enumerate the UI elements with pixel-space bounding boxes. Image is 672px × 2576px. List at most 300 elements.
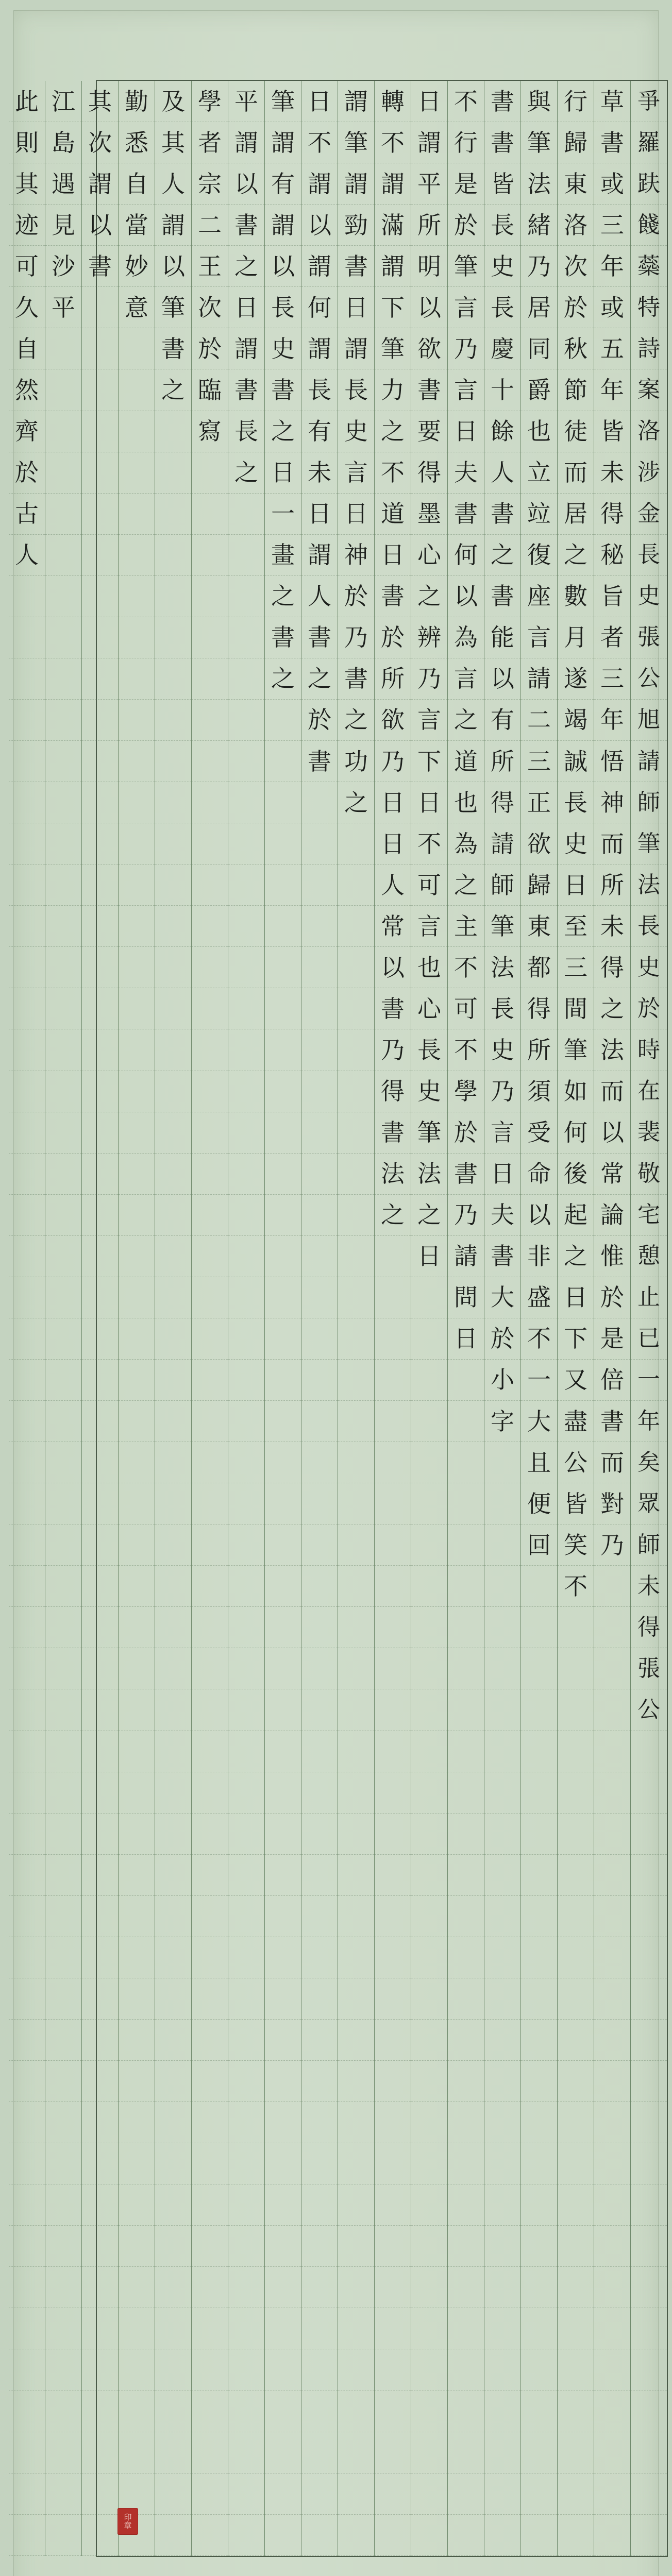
character-cell [338,1442,374,1483]
character-cell [375,1483,411,1524]
character-cell [484,2349,520,2391]
character-cell [521,1607,557,1648]
character-cell [375,2143,411,2184]
character-cell: 乃 [594,1524,630,1566]
character-cell [82,1360,118,1401]
character-cell: 學 [192,81,228,122]
character-cell [155,782,191,823]
character-cell [82,2308,118,2349]
character-cell [9,617,45,658]
character-cell: 年 [631,1401,667,1442]
character-cell: 法 [375,1154,411,1195]
character-cell: 時 [631,1029,667,1071]
character-cell [301,2226,338,2267]
character-cell [82,2432,118,2473]
character-cell: 之 [265,411,301,452]
character-cell [9,1731,45,1772]
character-cell [301,1442,338,1483]
character-cell: 法 [594,1029,630,1071]
character-cell [301,2308,338,2349]
character-cell [411,1442,447,1483]
character-cell [119,452,155,494]
character-cell [375,1937,411,1978]
character-cell [9,2267,45,2308]
text-column [155,81,191,2556]
character-cell: 羅 [631,122,667,163]
character-cell [375,2515,411,2556]
character-cell: 當 [119,205,155,246]
character-cell [192,947,228,988]
character-cell: 筆 [521,122,557,163]
character-cell [594,1896,630,1937]
character-cell [448,1937,484,1978]
character-cell [301,1195,338,1236]
character-cell [155,617,191,658]
character-cell: 得 [594,494,630,535]
character-cell [155,1937,191,1978]
character-cell [558,2061,594,2102]
character-cell: 矣 [631,1442,667,1483]
character-cell [558,2391,594,2432]
text-column [301,81,338,2556]
character-cell [411,2061,447,2102]
character-cell [631,1814,667,1855]
character-cell [45,2432,81,2473]
character-cell: 道 [448,741,484,782]
character-cell [521,2432,557,2473]
character-cell: 為 [448,617,484,658]
character-cell [119,906,155,947]
character-cell [82,1483,118,1524]
character-cell [45,2308,81,2349]
character-cell [82,617,118,658]
character-cell [119,741,155,782]
character-cell [155,823,191,865]
character-cell [594,2308,630,2349]
character-cell: 要 [411,411,447,452]
character-cell [45,2184,81,2226]
character-cell [82,947,118,988]
character-cell: 於 [558,287,594,328]
character-cell [338,823,374,865]
character-cell [45,1566,81,1607]
character-cell: 次 [558,246,594,287]
character-cell [448,1689,484,1731]
character-cell [338,988,374,1029]
character-cell [155,1112,191,1154]
character-cell: 旭 [631,700,667,741]
character-cell [82,1318,118,1360]
character-cell: 東 [521,906,557,947]
character-cell [265,1937,301,1978]
character-cell [82,741,118,782]
character-cell [338,1689,374,1731]
character-cell [192,2143,228,2184]
character-cell [265,2391,301,2432]
character-cell [9,823,45,865]
character-cell [45,2102,81,2143]
character-cell [521,1814,557,1855]
character-cell: 島 [45,122,81,163]
character-cell [521,2308,557,2349]
character-cell: 不 [411,823,447,865]
character-cell: 而 [594,1442,630,1483]
character-cell [301,1318,338,1360]
character-cell: 謂 [375,246,411,287]
character-cell [45,576,81,617]
character-cell: 所 [594,865,630,906]
character-cell [228,1029,264,1071]
character-cell [448,1442,484,1483]
character-cell [301,1154,338,1195]
character-cell [192,1360,228,1401]
character-cell [484,1896,520,1937]
character-cell: 墨 [411,494,447,535]
character-cell [228,823,264,865]
character-cell: 書 [484,576,520,617]
character-cell [228,2308,264,2349]
character-cell [631,1978,667,2020]
character-cell [411,2226,447,2267]
character-cell [265,1401,301,1442]
character-cell: 史 [631,576,667,617]
character-cell [119,2308,155,2349]
character-cell: 主 [448,906,484,947]
character-cell [192,1071,228,1112]
character-cell [265,2473,301,2515]
character-cell: 書 [411,369,447,411]
character-cell [558,2349,594,2391]
character-cell [594,1855,630,1896]
character-cell [411,1731,447,1772]
character-cell: 乃 [338,617,374,658]
character-cell: 論 [594,1195,630,1236]
character-cell [228,1566,264,1607]
character-cell [484,1648,520,1689]
character-cell [45,2515,81,2556]
character-cell [119,576,155,617]
character-cell [155,1524,191,1566]
character-cell: 可 [448,988,484,1029]
character-cell [228,2432,264,2473]
character-cell: 書 [82,246,118,287]
character-cell [631,1937,667,1978]
character-cell [411,2308,447,2349]
character-cell: 書 [338,658,374,700]
character-cell [82,535,118,576]
character-cell [82,1442,118,1483]
character-cell [228,2143,264,2184]
character-cell: 之 [558,1236,594,1277]
character-cell: 大 [521,1401,557,1442]
character-cell [9,1648,45,1689]
character-cell: 涉 [631,452,667,494]
character-cell: 能 [484,617,520,658]
character-cell [155,865,191,906]
character-cell: 功 [338,741,374,782]
character-cell: 旨 [594,576,630,617]
character-cell: 遂 [558,658,594,700]
character-cell [338,2391,374,2432]
character-cell: 書 [448,1154,484,1195]
character-cell [265,1483,301,1524]
character-cell [301,988,338,1029]
character-cell [484,1566,520,1607]
character-cell [521,1772,557,1814]
character-cell: 自 [119,163,155,205]
character-cell [265,1855,301,1896]
character-cell [631,2020,667,2061]
character-cell: 之 [338,700,374,741]
character-cell: 之 [411,576,447,617]
character-cell [338,906,374,947]
character-cell [338,2020,374,2061]
character-cell [119,782,155,823]
character-cell [9,1566,45,1607]
character-cell: 趺 [631,163,667,205]
character-cell [119,617,155,658]
character-cell [228,906,264,947]
character-cell [119,658,155,700]
character-cell: 史 [484,1029,520,1071]
character-cell: 何 [558,1112,594,1154]
character-cell: 以 [228,163,264,205]
character-cell: 三 [521,741,557,782]
character-cell [375,1524,411,1566]
text-column [630,81,667,2556]
character-cell: 宗 [192,163,228,205]
character-cell: 言 [411,700,447,741]
character-cell [192,1855,228,1896]
character-cell: 節 [558,369,594,411]
character-cell [338,2432,374,2473]
character-cell: 書 [228,369,264,411]
text-column [374,81,411,2556]
character-cell [265,1896,301,1937]
character-cell [155,1071,191,1112]
character-cell: 爭 [631,81,667,122]
character-cell [411,2391,447,2432]
character-cell [9,906,45,947]
character-cell: 齊 [9,411,45,452]
character-cell: 可 [9,246,45,287]
character-cell [338,1978,374,2020]
character-cell: 欲 [521,823,557,865]
character-cell [521,1566,557,1607]
character-cell [9,1277,45,1318]
character-cell [82,2515,118,2556]
character-cell [521,1937,557,1978]
character-cell [484,1937,520,1978]
character-cell [301,2020,338,2061]
character-cell [558,2432,594,2473]
character-cell [82,2102,118,2143]
text-column [45,81,81,2556]
character-cell: 史 [558,823,594,865]
character-cell [558,2515,594,2556]
character-cell: 得 [375,1071,411,1112]
character-cell [228,576,264,617]
character-cell [594,2226,630,2267]
character-cell [82,782,118,823]
character-cell [301,1896,338,1937]
character-cell [228,494,264,535]
character-cell [375,2020,411,2061]
character-cell [9,1195,45,1236]
character-cell [411,1566,447,1607]
character-cell [411,1772,447,1814]
character-cell: 史 [265,328,301,369]
character-cell [631,1896,667,1937]
character-cell [338,1855,374,1896]
character-cell [192,700,228,741]
character-cell [484,1483,520,1524]
character-cell [265,2515,301,2556]
character-cell: 年 [594,369,630,411]
character-cell [45,369,81,411]
character-cell [192,2432,228,2473]
character-cell [375,2308,411,2349]
text-column [264,81,301,2556]
character-cell [594,2473,630,2515]
character-cell: 筆 [631,823,667,865]
character-cell [82,328,118,369]
character-cell [228,2226,264,2267]
character-cell: 久 [9,287,45,328]
character-cell [521,2391,557,2432]
character-cell [265,1236,301,1277]
character-cell [82,1772,118,1814]
character-cell [192,1689,228,1731]
character-cell [375,2184,411,2226]
text-column [411,81,447,2556]
character-cell [119,1071,155,1112]
character-cell: 慶 [484,328,520,369]
character-cell [301,906,338,947]
character-cell [448,2184,484,2226]
character-cell [45,1483,81,1524]
character-cell: 乃 [411,658,447,700]
character-cell [155,1731,191,1772]
character-cell [411,1855,447,1896]
character-cell [9,576,45,617]
character-cell: 於 [448,205,484,246]
character-cell [484,2020,520,2061]
character-cell: 裴 [631,1112,667,1154]
character-cell [558,1978,594,2020]
character-cell: 謂 [265,122,301,163]
character-cell [338,1236,374,1277]
character-cell [228,1360,264,1401]
character-cell: 日 [484,1154,520,1195]
character-cell [411,1360,447,1401]
character-cell [631,2473,667,2515]
character-cell: 日 [411,1236,447,1277]
character-cell: 其 [82,81,118,122]
character-cell [192,782,228,823]
character-cell: 乃 [375,741,411,782]
character-cell [265,1814,301,1855]
character-cell: 之 [338,782,374,823]
character-cell: 至 [558,906,594,947]
character-cell: 於 [375,617,411,658]
character-cell [9,2515,45,2556]
character-cell [155,535,191,576]
character-cell [411,2020,447,2061]
character-cell [375,1689,411,1731]
character-cell [155,1442,191,1483]
character-cell [45,1071,81,1112]
character-cell: 竝 [521,494,557,535]
character-cell: 平 [45,287,81,328]
character-cell [228,1689,264,1731]
character-cell: 公 [631,658,667,700]
character-cell [594,1772,630,1814]
character-cell [301,2391,338,2432]
character-cell [119,1978,155,2020]
character-cell [521,1731,557,1772]
character-cell [192,1978,228,2020]
character-cell [265,1607,301,1648]
character-cell: 於 [594,1277,630,1318]
character-cell [45,1731,81,1772]
character-cell [119,1689,155,1731]
character-cell: 小 [484,1360,520,1401]
character-cell [338,2473,374,2515]
character-cell: 以 [155,246,191,287]
character-cell [594,1937,630,1978]
character-cell [119,1607,155,1648]
character-cell [228,1442,264,1483]
character-cell [119,1154,155,1195]
character-cell: 日 [448,411,484,452]
character-cell [155,1401,191,1442]
character-cell [411,1978,447,2020]
character-cell [448,2143,484,2184]
character-cell [9,1483,45,1524]
character-cell [45,2349,81,2391]
character-cell: 謂 [411,122,447,163]
character-cell: 筆 [484,906,520,947]
character-cell: 言 [411,906,447,947]
character-cell: 筆 [155,287,191,328]
character-cell [594,2102,630,2143]
character-cell [558,1855,594,1896]
character-cell [45,947,81,988]
character-cell: 所 [411,205,447,246]
character-cell: 且 [521,1442,557,1483]
character-cell [119,535,155,576]
character-cell: 日 [375,535,411,576]
character-cell [45,1401,81,1442]
character-cell [338,1112,374,1154]
character-cell: 為 [448,823,484,865]
character-cell: 言 [448,369,484,411]
character-cell [82,988,118,1029]
character-cell: 得 [521,988,557,1029]
character-cell [521,1648,557,1689]
character-cell [192,2308,228,2349]
character-cell [9,2391,45,2432]
character-cell: 竭 [558,700,594,741]
character-cell: 日 [338,287,374,328]
character-cell [265,1277,301,1318]
character-cell [594,2349,630,2391]
character-cell [338,1814,374,1855]
character-cell [45,452,81,494]
character-cell: 復 [521,535,557,576]
character-cell [594,2515,630,2556]
